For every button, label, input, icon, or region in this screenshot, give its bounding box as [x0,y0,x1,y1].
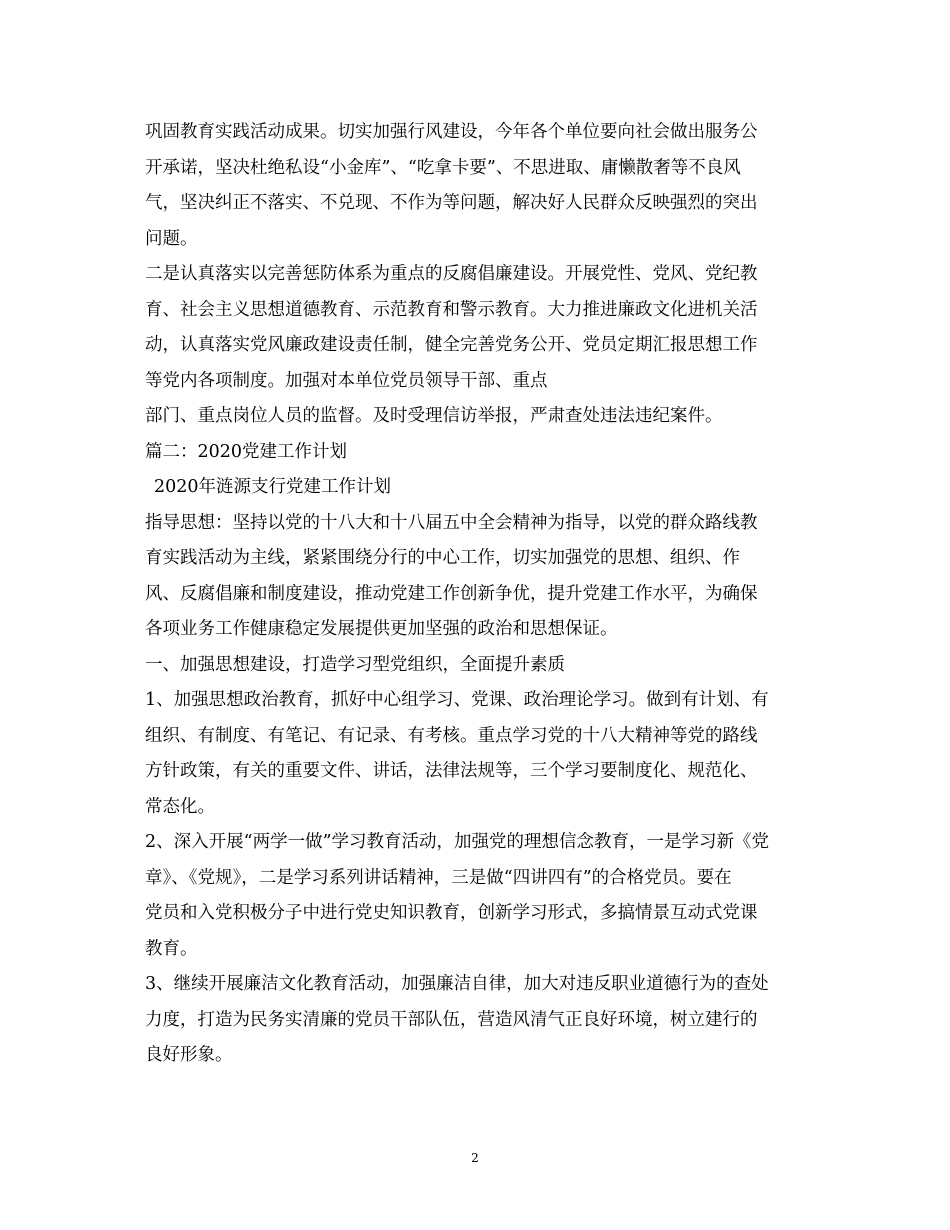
body-line: 开承诺，坚决杜绝私设“小金库”、“吃拿卡要”、不思进取、庸懒散奢等不良风 [145,157,741,178]
body-line: 动，认真落实党风廉政建设责任制，健全完善党务公开、党员定期汇报思想工作 [145,335,758,355]
body-line: 各项业务工作健康稳定发展提供更加坚强的政治和思想保证。 [145,619,618,639]
body-line: 气，坚决纠正不落实、不兑现、不作为等问题，解决好人民群众反映强烈的突出 [145,193,758,213]
body-line: 党员和入党积极分子中进行党史知识教育，创新学习形式，多搞情景互动式党课 [145,903,758,923]
body-line: 2、深入开展“两学一做”学习教育活动，加强党的理想信念教育，一是学习新《党 [145,832,770,852]
body-line: 育实践活动为主线，紧紧围绕分行的中心工作，切实加强党的思想、组织、作 [145,548,740,568]
body-line: 指导思想：坚持以党的十八大和十八届五中全会精神为指导，以党的群众路线教 [145,512,758,533]
body-line: 良好形象。 [145,1045,233,1065]
body-line: 方针政策，有关的重要文件、讲话，法律法规等，三个学习要制度化、规范化、 [145,761,758,781]
body-line: 育、社会主义思想道德教育、示范教育和警示教育。大力推进廉政文化进机关活 [145,299,758,320]
body-line: 教育。 [145,938,198,959]
body-line: 二是认真落实以完善惩防体系为重点的反腐倡廉建设。开展党性、党风、党纪教 [145,264,758,284]
body-line: 3、继续开展廉洁文化教育活动，加强廉洁自律，加大对违反职业道德行为的查处 [145,974,769,994]
body-line: 问题。 [145,228,198,249]
subsection-heading: 一、加强思想建设，打造学习型党组织，全面提升素质 [145,654,565,675]
document-title: 2020年涟源支行党建工作计划 [154,477,392,497]
body-line: 章》、《党规》，二是学习系列讲话精神，三是做“四讲四有”的合格党员。要在 [145,867,732,888]
section-heading: 篇二：2020党建工作计划 [145,441,348,462]
page-number: 2 [471,1151,479,1165]
body-line: 部门、重点岗位人员的监督。及时受理信访举报，严肃查处违法违纪案件。 [145,406,723,426]
body-line: 组织、有制度、有笔记、有记录、有考核。重点学习党的十八大精神等党的路线 [145,725,758,746]
document-body [145,115,810,1074]
body-line: 1、加强思想政治教育，抓好中心组学习、党课、政治理论学习。做到有计划、有 [145,690,769,710]
body-line: 等党内各项制度。加强对本单位党员领导干部、重点 [145,370,548,391]
body-line: 风、反腐倡廉和制度建设，推动党建工作创新争优，提升党建工作水平，为确保 [145,583,758,604]
body-line: 常态化。 [145,796,215,817]
body-line: 巩固教育实践活动成果。切实加强行风建设，今年各个单位要向社会做出服务公 [145,122,758,142]
body-line: 力度，打造为民务实清廉的党员干部队伍，营造风清气正良好环境，树立建行的 [145,1009,758,1030]
